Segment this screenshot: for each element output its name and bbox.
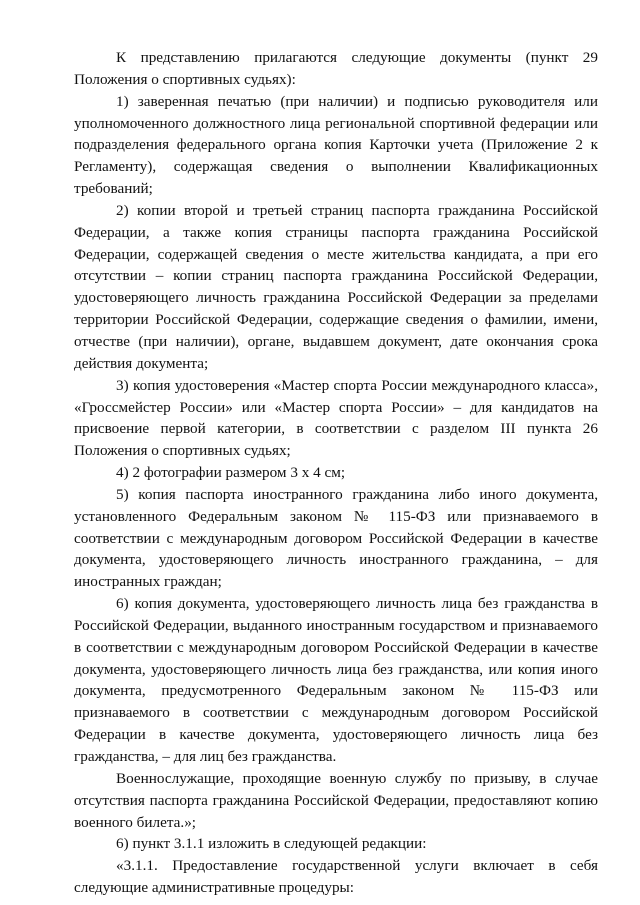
item-5-paragraph: 5) копия паспорта иностранного гражданина либо иного документа, установленного Федеральным законом № 115-ФЗ или признаваемого в соответствии с международным договором Российской Федерации в качестве документа, удостоверяющего личность иностранного гражданина, – для иностранных граждан; xyxy=(74,485,598,591)
intro-paragraph: К представлению прилагаются следующие документы (пункт 29 Положения о спортивных судьях): xyxy=(74,49,598,88)
clause-3-1-1-paragraph: «3.1.1. Предоставление государственной услуги включает в себя следующие административные процедуры: xyxy=(74,857,598,897)
item-4-paragraph: 4) 2 фотографии размером 3 х 4 см; xyxy=(116,464,346,482)
item-6-paragraph: 6) копия документа, удостоверяющего личность лица без гражданства в Российской Федерации, выданного иностранным государством и признаваемого в соответствии с международным договором Российской Федерации в качестве документа, удостоверяющего личность лица без гражданства, или копия иного документа, предусмотренного Федеральным законом № 115-ФЗ или признаваемого в соответствии с международным договором Российской Федерации в качестве документа, удостоверяющего личность лица без гражданства, – для лиц без гражданства. xyxy=(74,595,598,765)
amendment-6-paragraph: 6) пункт 3.1.1 изложить в следующей редакции: xyxy=(116,835,427,853)
item-3-paragraph: 3) копия удостоверения «Мастер спорта России международного класса», «Гроссмейстер России» или «Мастер спорта России» – для кандидатов на присвоение первой категории, в соответствии с разделом III пункта 26 Положения о спортивных судьях; xyxy=(74,376,598,460)
item-1-paragraph: 1) заверенная печатью (при наличии) и подписью руководителя или уполномоченного должностного лица региональной спортивной федерации или подразделения федерального органа копия Карточки учета (Приложение 2 к Регламенту), содержащая сведения о выполнении Квалификационных требований; xyxy=(74,92,598,198)
document-page xyxy=(74,47,598,899)
military-note-paragraph: Военнослужащие, проходящие военную службу по призыву, в случае отсутствия паспорта гражданина Российской Федерации, предоставляют копию военного билета.»; xyxy=(74,769,598,831)
item-2-paragraph: 2) копии второй и третьей страниц паспорта гражданина Российской Федерации, а также копия страницы паспорта гражданина Российской Федерации, содержащей сведения о месте жительства кандидата, а при его отсутствии – копии страниц паспорта гражданина Российской Федерации, удостоверяющего личность гражданина Российской Федерации за пределами территории Российской Федерации, содержащие сведения о фамилии, имени, отчестве (при наличии), органе, выдавшем документ, дате окончания срока действия документа; xyxy=(74,201,598,372)
